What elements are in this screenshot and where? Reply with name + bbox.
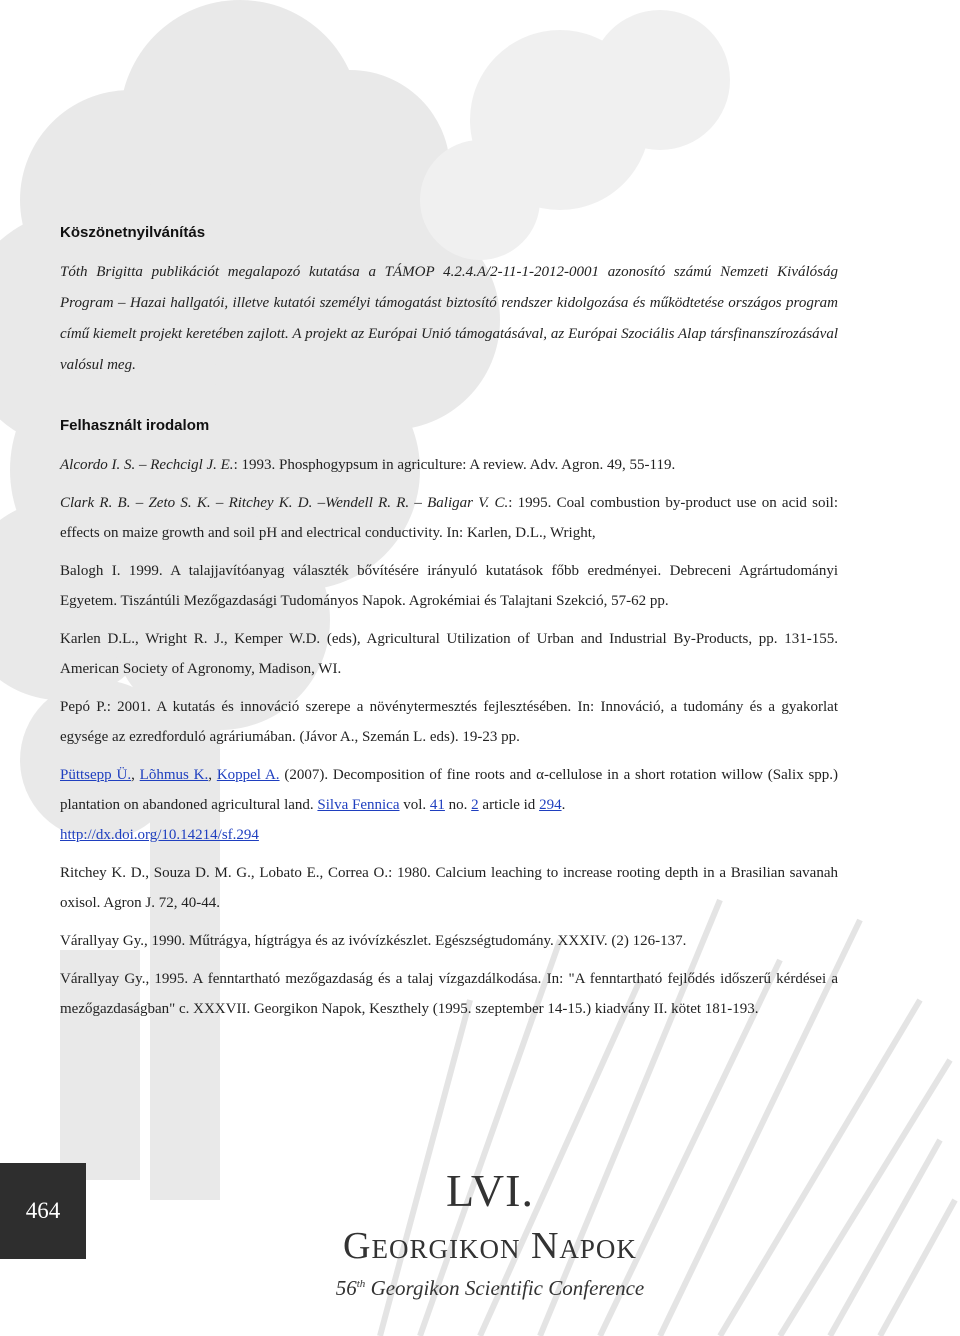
period: . xyxy=(561,797,566,813)
reference-item xyxy=(60,450,838,480)
number-label: no. xyxy=(444,797,472,813)
author-link[interactable]: Koppel A. xyxy=(216,767,280,783)
reference-item: Karlen D.L., Wright R. J., Kemper W.D. (eds), Agricultural Utilization of Urban and Industrial By-Products, pp. 131-155. American Society of Agronomy, Madison, WI. xyxy=(60,631,838,677)
conference-name: Georgikon Napok xyxy=(343,1225,637,1267)
conference-ordinal-suffix: th xyxy=(356,1278,366,1290)
ack-heading: Köszönetnyilvánítás xyxy=(60,224,206,241)
conference-subtitle xyxy=(300,1276,680,1301)
reference-item: Várallyay Gy., 1995. A fenntartható mezőgazdaság és a talaj vízgazdálkodása. In: "A fenntartható fejlődés időszerű kérdései a mezőgazdaságban" c. XXXVII. Georgikon Napok, Keszthely (1995. szeptember 14-15.) kiadvány II. kötet 181-193. xyxy=(60,971,838,1017)
reference-authors: Alcordo I. S. – Rechcigl J. E. xyxy=(60,457,234,473)
reference-item xyxy=(60,760,838,850)
references-heading: Felhasznált irodalom xyxy=(60,417,210,434)
journal-link[interactable]: Silva Fennica xyxy=(317,797,400,813)
volume-link[interactable]: 41 xyxy=(429,797,445,813)
doi-link[interactable]: http://dx.doi.org/10.14214/sf.294 xyxy=(60,827,259,843)
reference-text: (2007). Decomposition of fine roots and α-cellulose in a short rotation willow (Salix spp.) plantation on abandoned agricultural land. xyxy=(60,767,839,813)
page-number-box xyxy=(0,1163,86,1259)
conference-number: LVI. xyxy=(446,1165,534,1216)
conference-ordinal: 56 xyxy=(335,1276,357,1300)
separator: , xyxy=(208,767,217,783)
main-content xyxy=(60,224,838,1032)
reference-authors: Clark R. B. – Zeto S. K. – Ritchey K. D. –Wendell R. R. – Baligar V. C. xyxy=(60,495,509,511)
reference-item: Ritchey K. D., Souza D. M. G., Lobato E., Correa O.: 1980. Calcium leaching to increase rooting depth in a Brasilian savanah oxisol. Agron J. 72, 40-44. xyxy=(60,865,838,911)
separator: , xyxy=(131,767,140,783)
article-label: article id xyxy=(478,797,540,813)
article-link[interactable]: 294 xyxy=(539,797,562,813)
reference-text: : 1995. Coal combustion by-product use on acid soil: effects on maize growth and soil pH and electrical conductivity. In: Karlen, D.L., Wright, xyxy=(60,495,838,541)
reference-item: Balogh I. 1999. A talajjavítóanyag választék bővítésére irányuló kutatások főbb eredményei. Debreceni Agrártudományi Egyetem. Tiszántúli Mezőgazdasági Tudományos Napok. Agrokémiai és Talajtani Szekció, 57-62 pp. xyxy=(60,563,838,609)
number-link[interactable]: 2 xyxy=(471,797,479,813)
volume-label: vol. xyxy=(399,797,430,813)
reference-item xyxy=(60,488,838,548)
ack-text: Tóth Brigitta publikációt megalapozó kutatása a TÁMOP 4.2.4.A/2-11-1-2012-0001 azonosító számú Nemzeti Kiválóság Program – Hazai hallgatói, illetve kutatói személyi támogatást biztosító rendszer kidolgozása és működtetése országos program című kiemelt projekt keretében zajlott. A projekt az Európai Unió támogatásával, az Európai Szociális Alap társfinanszírozásával valósul meg. xyxy=(60,264,838,373)
reference-item: Pepó P.: 2001. A kutatás és innováció szerepe a növénytermesztés fejlesztésében. In: Innováció, a tudomány és a gyakorlat egysége az ezredforduló agráriumában. (Jávor A., Szemán L. eds). 19-23 pp. xyxy=(60,699,838,745)
reference-text: : 1993. Phosphogypsum in agriculture: A review. Adv. Agron. 49, 55-119. xyxy=(233,457,676,473)
reference-item: Várallyay Gy., 1990. Műtrágya, hígtrágya és az ivóvízkészlet. Egészségtudomány. XXXIV. (2) 126-137. xyxy=(60,933,687,949)
conference-logo xyxy=(300,1166,680,1301)
author-link[interactable]: Lõhmus K. xyxy=(139,767,209,783)
conference-subtitle-text: Georgikon Scientific Conference xyxy=(365,1276,645,1300)
page-number: 464 xyxy=(25,1198,61,1223)
author-link[interactable]: Püttsepp Ü. xyxy=(60,767,132,783)
